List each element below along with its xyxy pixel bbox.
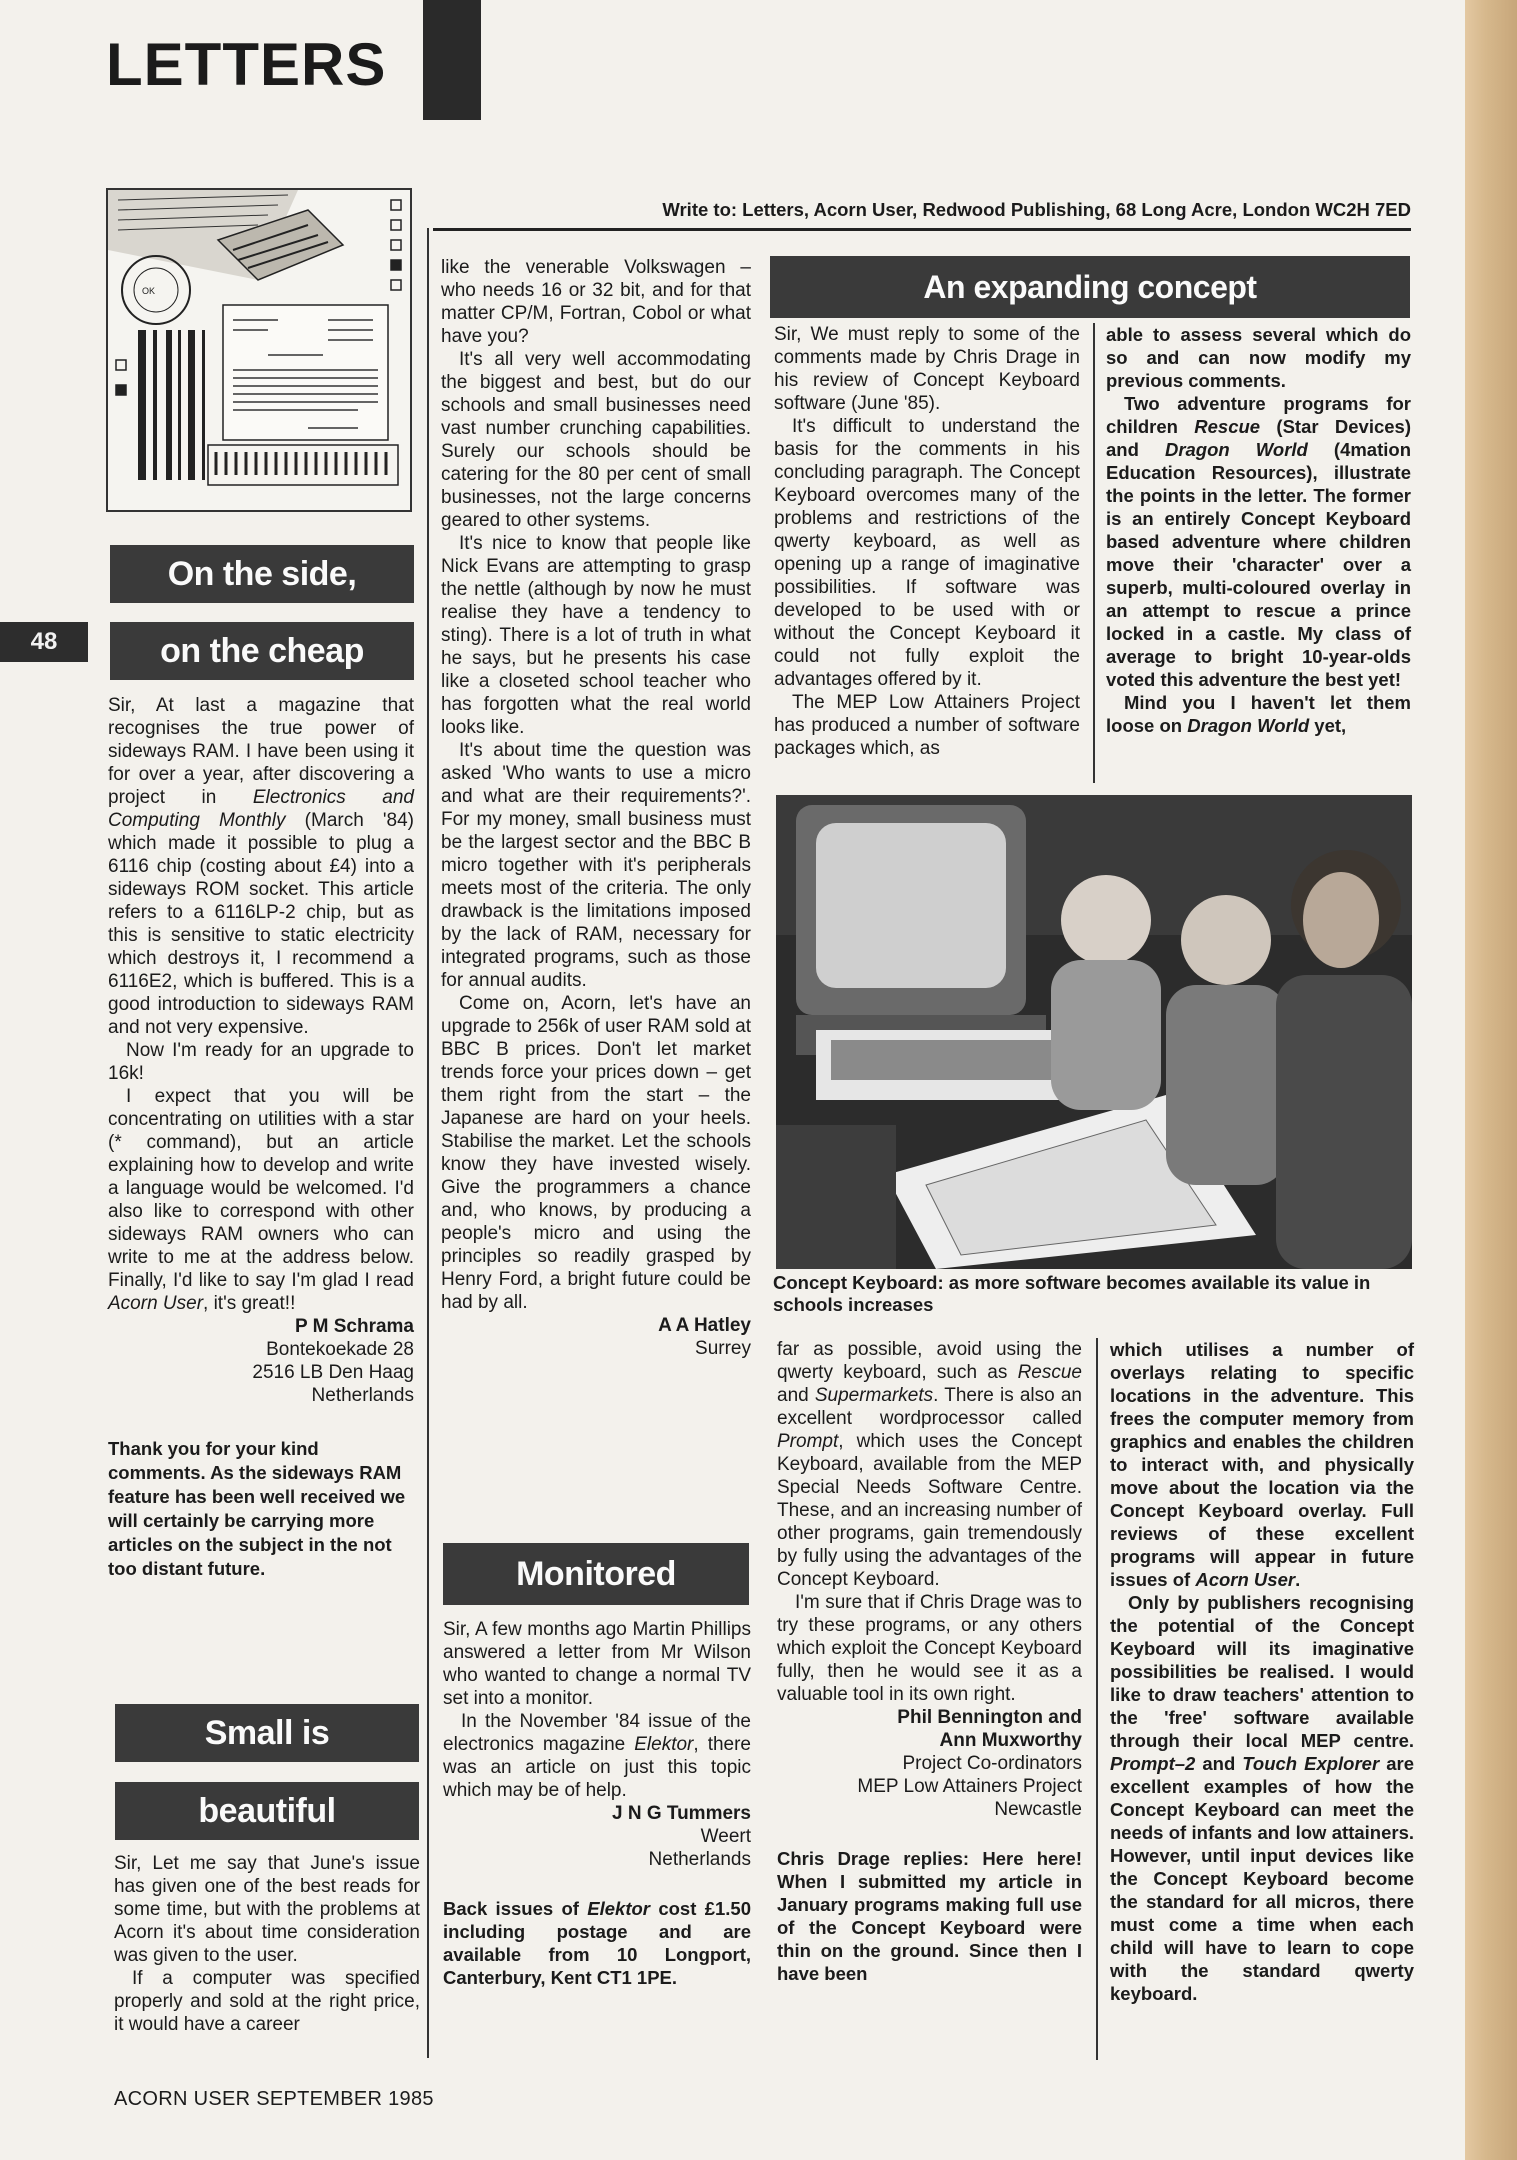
letter4-reply-paragraph: able to assess several which do so and can now modify my previous comments. (1106, 324, 1411, 391)
letter1-editor-reply: Thank you for your kind comments. As the sideways RAM feature has been well received we will certainly be carrying more articles on the subject in the not too distant future. (108, 1438, 406, 1579)
column-rule-1 (427, 228, 429, 2058)
printout-drawing (108, 190, 410, 510)
letter2-paragraph: It's nice to know that people like Nick Evans are attempting to grasp the nettle (although by now he must realise they have a tendency to sting). There is a lot of truth in what he says, but he presents his case like a closeted school teacher who has forgotten what the real world looks like. (441, 533, 751, 738)
concept-keyboard-photo (776, 795, 1412, 1269)
letter3-address: Weert (700, 1826, 751, 1847)
column-rule-3 (1093, 323, 1095, 783)
letter2-paragraph: Come on, Acorn, let's have an upgrade to 256k of user RAM sold at BBC B prices. Don't let market trends force your prices down – get them right from the start – the Japanese are hard on your heels. Stabilise the market. Let the schools know they have invested wisely. Give the programmers a chance and, who knows, by producing a people's micro and using the principles so readily grasped by Henry Ford, a bright future could be had by all. (441, 993, 751, 1313)
letter4-reply-intro: Chris Drage replies: Here here! When I submitted my article in January programs making full use of the Concept Keyboard were thin on the ground. Since then I have been (777, 1848, 1082, 1984)
letter2-paragraph: Sir, Let me say that June's issue has given one of the best reads for some time, but with the problems at Acorn it's about time consideration was given to the user. (114, 1853, 420, 1966)
letter3-editor-note: Back issues of Elektor cost £1.50 including postage and are available from 10 Longport, Canterbury, Kent CT1 1PE. (443, 1898, 751, 1988)
letter4-reply-paragraph: Mind you I haven't let them loose on Dragon World yet, (1106, 692, 1411, 736)
letter4-paragraph: The MEP Low Attainers Project has produced a number of software packages which, as (774, 692, 1080, 759)
letter4-address: MEP Low Attainers Project (857, 1776, 1082, 1797)
letter2-signature: A A Hatley (658, 1315, 751, 1336)
letter4-body-col3-bottom (777, 1338, 1082, 1985)
heading-beautiful: beautiful (115, 1782, 419, 1840)
section-title: LETTERS (106, 31, 387, 98)
letter3-signature: J N G Tummers (611, 1803, 751, 1824)
letter1-body (108, 694, 414, 1581)
letters-illustration (106, 188, 412, 512)
letter4-reply-paragraph: which utilises a number of overlays relating to specific locations in the adventure. This frees the computer memory from graphics and enables the children to interact with, and physically move about the location via the Concept Keyboard overlay. Full reviews of these excellent programs will appear in future issues of Acorn User. (1110, 1339, 1414, 1590)
letter2-address: Surrey (695, 1338, 751, 1359)
letter3-paragraph: In the November '84 issue of the electronics magazine Elektor, there was an article on just this topic which may be of help. (443, 1711, 751, 1801)
letter4-reply-col4-bottom (1110, 1338, 1414, 2005)
letter2-body-col1 (114, 1852, 420, 2036)
letter2-paragraph: like the venerable Volkswagen – who needs 16 or 32 bit, and for that matter CP/M, Fortran, Cobol or what have you? (441, 257, 751, 347)
letter4-paragraph: far as possible, avoid using the qwerty keyboard, such as Rescue and Supermarkets. There is also an excellent wordprocessor called Prompt, which uses the Concept Keyboard, available from the MEP Special Needs Software Centre. These, and an increasing number of other programs, gain tremendously by fully using the advantages of the Concept Keyboard. (777, 1339, 1082, 1590)
heading-on-the-cheap: on the cheap (110, 622, 414, 680)
letter3-paragraph: Sir, A few months ago Martin Phillips answered a letter from Mr Wilson who wanted to change a normal TV set into a monitor. (443, 1619, 751, 1709)
letter4-address: Project Co-ordinators (902, 1753, 1082, 1774)
write-to-address: Write to: Letters, Acorn User, Redwood Publishing, 68 Long Acre, London WC2H 7ED (662, 199, 1411, 220)
heading-monitored: Monitored (443, 1543, 749, 1605)
letter1-paragraph: Sir, At last a magazine that recognises the true power of sideways RAM. I have been using it for over a year, after discovering a project in Electronics and Computing Monthly (March '84) which made it possible to plug a 6116 chip (costing about £4) into a sideways ROM socket. This article refers to a 6116LP-2 chip, but as this is sensitive to static electricity which destroys it, I recommend a 6116E2, which is buffered. This is a good introduction to sideways RAM and not very expensive. (108, 695, 415, 1038)
letter4-signature: Phil Bennington and (897, 1707, 1082, 1728)
letter1-address: Netherlands (311, 1385, 414, 1406)
letter3-body (443, 1618, 751, 1989)
letter4-paragraph: Sir, We must reply to some of the comments made by Chris Drage in his review of Concept Keyboard software (June '85). (774, 324, 1080, 414)
page-footer: ACORN USER SEPTEMBER 1985 (114, 2088, 434, 2110)
letter4-reply-paragraph: Only by publishers recognising the potential of the Concept Keyboard will its imaginative possibilities be realised. I would like to draw teachers' attention to the 'free' software available through their local MEP centre. Prompt–2 and Touch Explorer are excellent examples of how the Concept Keyboard can meet the needs of infants and low attainers. However, until input devices like the Concept Keyboard become the standard for all micros, there must come a time when each child will have to learn to cope with the standard qwerty keyboard. (1110, 1592, 1414, 2004)
letter2-paragraph: It's all very well accommodating the biggest and best, but do our schools and small businesses need vast number crunching capabilities. Surely our schools should be catering for the 80 per cent of small businesses, not the large concerns geared to other systems. (441, 349, 751, 531)
header-rule (433, 228, 1411, 231)
letter4-reply-col4-top (1106, 323, 1411, 737)
photo-caption: Concept Keyboard: as more software becomes available its value in schools increases (773, 1272, 1371, 1315)
letter1-signature: P M Schrama (295, 1316, 414, 1337)
letter1-paragraph: I expect that you will be concentrating on utilities with a star (* command), but an article explaining how to develop and write a language would be welcomed. I'd also like to correspond with other sideways RAM owners who can write to me at the address below. Finally, I'd like to say I'm glad I read Acorn User, it's great!! (108, 1086, 414, 1314)
letter1-paragraph: Now I'm ready for an upgrade to 16k! (108, 1040, 414, 1084)
letter4-paragraph: I'm sure that if Chris Drage was to try these programs, or any others which exploit the Concept Keyboard fully, then he would see it as a valuable tool in its own right. (777, 1592, 1082, 1705)
letter2-body-col2 (441, 256, 751, 1360)
letter2-paragraph: If a computer was specified properly and sold at the right price, it would have a career (114, 1968, 420, 2035)
classroom-photo (776, 795, 1412, 1269)
page-number: 48 (0, 622, 88, 662)
letter4-body-col3-top (774, 323, 1080, 760)
svg-text:OK: OK (142, 286, 156, 296)
letter1-address: Bontekoekade 28 (266, 1339, 414, 1360)
letter2-paragraph: It's about time the question was asked 'Who wants to use a micro and what are their requirements?'. For my money, small business must be the largest sector and the BBC B micro together with it's peripherals meets most of the criteria. The only drawback is the limitations imposed by the lack of RAM, necessary for integrated programs, such as those for annual audits. (441, 740, 751, 991)
letter4-paragraph: It's difficult to understand the basis for the comments in his concluding paragraph. The Concept Keyboard overcomes many of the problems and restrictions of the qwerty keyboard, as well as opening up a range of imaginative possibilities. If software was developed to be used with or without the Concept Keyboard it could not fully exploit the advantages offered by it. (774, 416, 1080, 690)
heading-small-is: Small is (115, 1704, 419, 1762)
page-edge (1465, 0, 1517, 2160)
letter4-reply-paragraph: Two adventure programs for children Rescue (Star Devices) and Dragon World (4mation Education Resources), illustrate the points in the letter. The former is an entirely Concept Keyboard based adventure where children move their 'character' over a superb, multi-coloured overlay in an attempt to rescue a prince locked in a castle. My class of average to bright 10-year-olds voted this adventure the best yet! (1106, 393, 1411, 690)
heading-an-expanding-concept: An expanding concept (770, 256, 1410, 318)
heading-on-the-side: On the side, (110, 545, 414, 603)
letter4-signature: Ann Muxworthy (939, 1730, 1082, 1751)
letter4-address: Newcastle (994, 1799, 1082, 1820)
title-bar (423, 0, 481, 120)
column-rule-3b (1096, 1338, 1098, 2060)
letter1-address: 2516 LB Den Haag (252, 1362, 414, 1383)
letter3-address: Netherlands (648, 1849, 751, 1870)
